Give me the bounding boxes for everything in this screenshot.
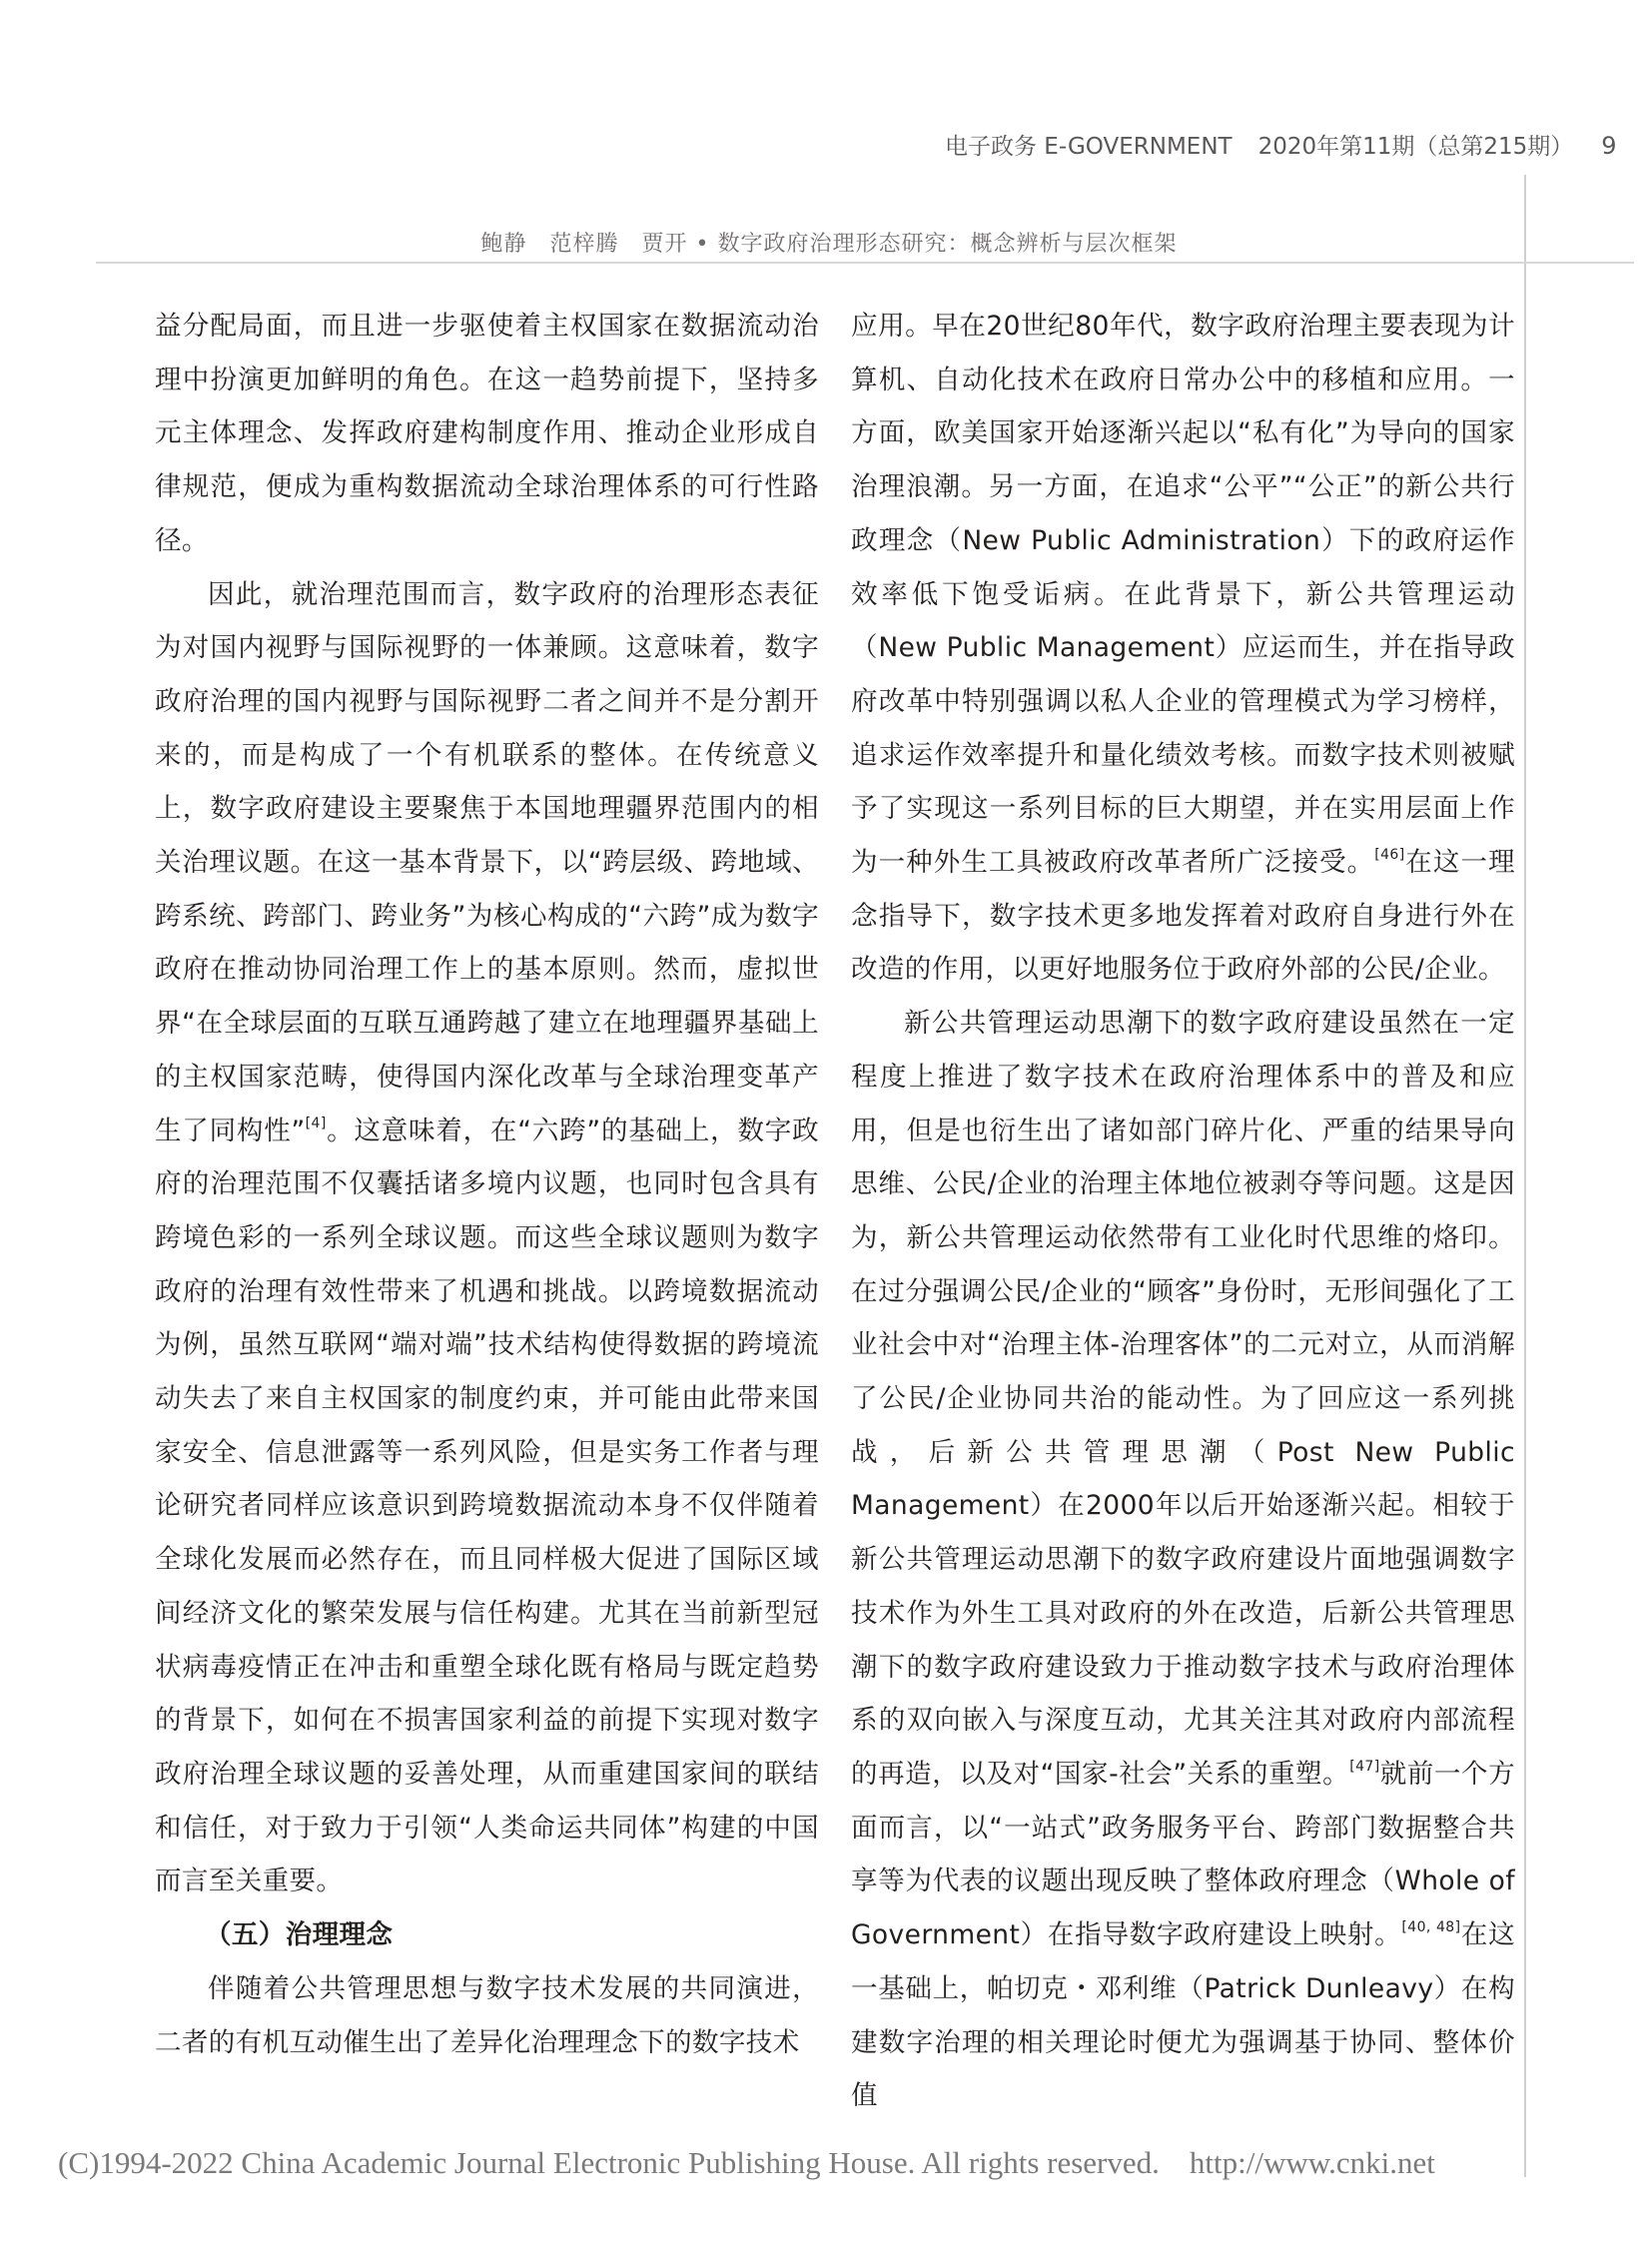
citation-ref: [46] [1374, 847, 1405, 864]
header-vertical-rule [1524, 175, 1526, 2177]
paragraph [155, 1962, 819, 2069]
paragraph-text: 伴随着公共管理思想与数字技术发展的共同演进，二者的有机互动催生出了差异化治理理念下的数字技术 [155, 1972, 819, 2058]
section-heading: （五）治理理念 [205, 1919, 394, 1951]
paragraph-text: 就前一个方面而言，以“一站式”政务服务平台、跨部门数据整合共享等为代表的议题出现反映了整体政府理念（Whole of Government）在指导数字政府建设上映射。 [851, 1758, 1516, 1951]
copyright-footer [58, 2145, 1616, 2181]
citation-ref: [4] [305, 1115, 327, 1131]
journal-name: 电子政务 E-GOVERNMENT [945, 134, 1233, 160]
article-running-title: 鲍静 范梓腾 贾开 • 数字政府治理形态研究：概念辨析与层次框架 [480, 232, 1178, 257]
paragraph [851, 300, 1515, 997]
paragraph-text: 在这一理念指导下，数字技术更多地发挥着对政府自身进行外在改造的作用，以更好地服务位于政府外部的公民/企业。 [851, 847, 1515, 986]
header-horizontal-rule [96, 262, 1634, 264]
paragraph-text: 在这一基础上，帕切克・邓利维（Patrick Dunleavy）在构建数字治理的相关理论时便尤为强调基于协同、整体价值 [851, 1919, 1515, 2112]
left-column [155, 300, 819, 2069]
paragraph-text: 。这意味着，在“六跨”的基础上，数字政府的治理范围不仅囊括诸多境内议题，也同时包含具有跨境色彩的一系列全球议题。而这些全球议题则为数字政府的治理有效性带来了机遇和挑战。以跨境数据流动为例，虽然互联网“端对端”技术结构使得数据的跨境流动失去了来自主权国家的制度约束，并可能由此带来国家安全、信息泄露等一系列风险，但是实务工作者与理论研究者同样应该意识到跨境数据流动本身不仅伴随着全球化发展而必然存在，而且同样极大促进了国际区域间经济文化的繁荣发展与信任构建。尤其在当前新型冠状病毒疫情正在冲击和重塑全球化既有格局与既定趋势的背景下，如何在不损害国家利益的前提下实现对数字政府治理全球议题的妥善处理，从而重建国家间的联结和信任，对于致力于引领“人类命运共同体”构建的中国而言至关重要。 [155, 1115, 819, 1897]
copyright-text: (C)1994-2022 China Academic Journal Electronic Publishing House. All rights reserved. [58, 2145, 1160, 2180]
right-column [851, 300, 1515, 2123]
paragraph-text: 新公共管理运动思潮下的数字政府建设虽然在一定程度上推进了数字技术在政府治理体系中的普及和应用，但是也衍生出了诸如部门碎片化、严重的结果导向思维、公民/企业的治理主体地位被剥夺等问题。这是因为，新公共管理运动依然带有工业化时代思维的烙印。在过分强调公民/企业的“顾客”身份时，无形间强化了工业社会中对“治理主体-治理客体”的二元对立，从而消解了公民/企业协同共治的能动性。为了回应这一系列挑战，后新公共管理思潮（Post New Public Management）在2000年以后开始逐渐兴起。相较于新公共管理运动思潮下的数字政府建设片面地强调数字技术作为外生工具对政府的外在改造，后新公共管理思潮下的数字政府建设致力于推动数字技术与政府治理体系的双向嵌入与深度互动，尤其关注其对政府内部流程的再造，以及对“国家-社会”关系的重塑。 [851, 1008, 1515, 1790]
paragraph [851, 997, 1515, 2123]
page-number: 9 [1601, 132, 1617, 160]
footer-url: http://www.cnki.net [1189, 2145, 1435, 2180]
paragraph-text: 因此，就治理范围而言，数字政府的治理形态表征为对国内视野与国际视野的一体兼顾。这意味着，数字政府治理的国内视野与国际视野二者之间并不是分割开来的，而是构成了一个有机联系的整体。在传统意义上，数字政府建设主要聚焦于本国地理疆界范围内的相关治理议题。在这一基本背景下，以“跨层级、跨地域、跨系统、跨部门、跨业务”为核心构成的“六跨”成为数字政府在推动协同治理工作上的基本原则。然而，虚拟世界“在全球层面的互联互通跨越了建立在地理疆界基础上的主权国家范畴，使得国内深化改革与全球治理变革产生了同构性” [155, 578, 819, 1146]
citation-ref: [47] [1349, 1758, 1380, 1775]
paragraph [155, 300, 819, 568]
paragraph [155, 568, 819, 1909]
issue-info: 2020年第11期（总第215期） [1257, 134, 1574, 160]
running-header [919, 128, 1617, 168]
paragraph-text: 益分配局面，而且进一步驱使着主权国家在数据流动治理中扮演更加鲜明的角色。在这一趋势前提下，坚持多元主体理念、发挥政府建构制度作用、推动企业形成自律规范，便成为重构数据流动全球治理体系的可行性路径。 [155, 311, 819, 556]
paragraph-text: 应用。早在20世纪80年代，数字政府治理主要表现为计算机、自动化技术在政府日常办公中的移植和应用。一方面，欧美国家开始逐渐兴起以“私有化”为导向的国家治理浪潮。另一方面，在追求“公平”“公正”的新公共行政理念（New Public Administration）下的政府运作效率低下饱受诟病。在此背景下，新公共管理运动（New Public Management）应运而生，并在指导政府改革中特别强调以私人企业的管理模式为学习榜样，追求运作效率提升和量化绩效考核。而数字技术则被赋予了实现这一系列目标的巨大期望，并在实用层面上作为一种外生工具被政府改革者所广泛接受。 [851, 311, 1515, 879]
citation-ref: [40, 48] [1401, 1919, 1461, 1936]
